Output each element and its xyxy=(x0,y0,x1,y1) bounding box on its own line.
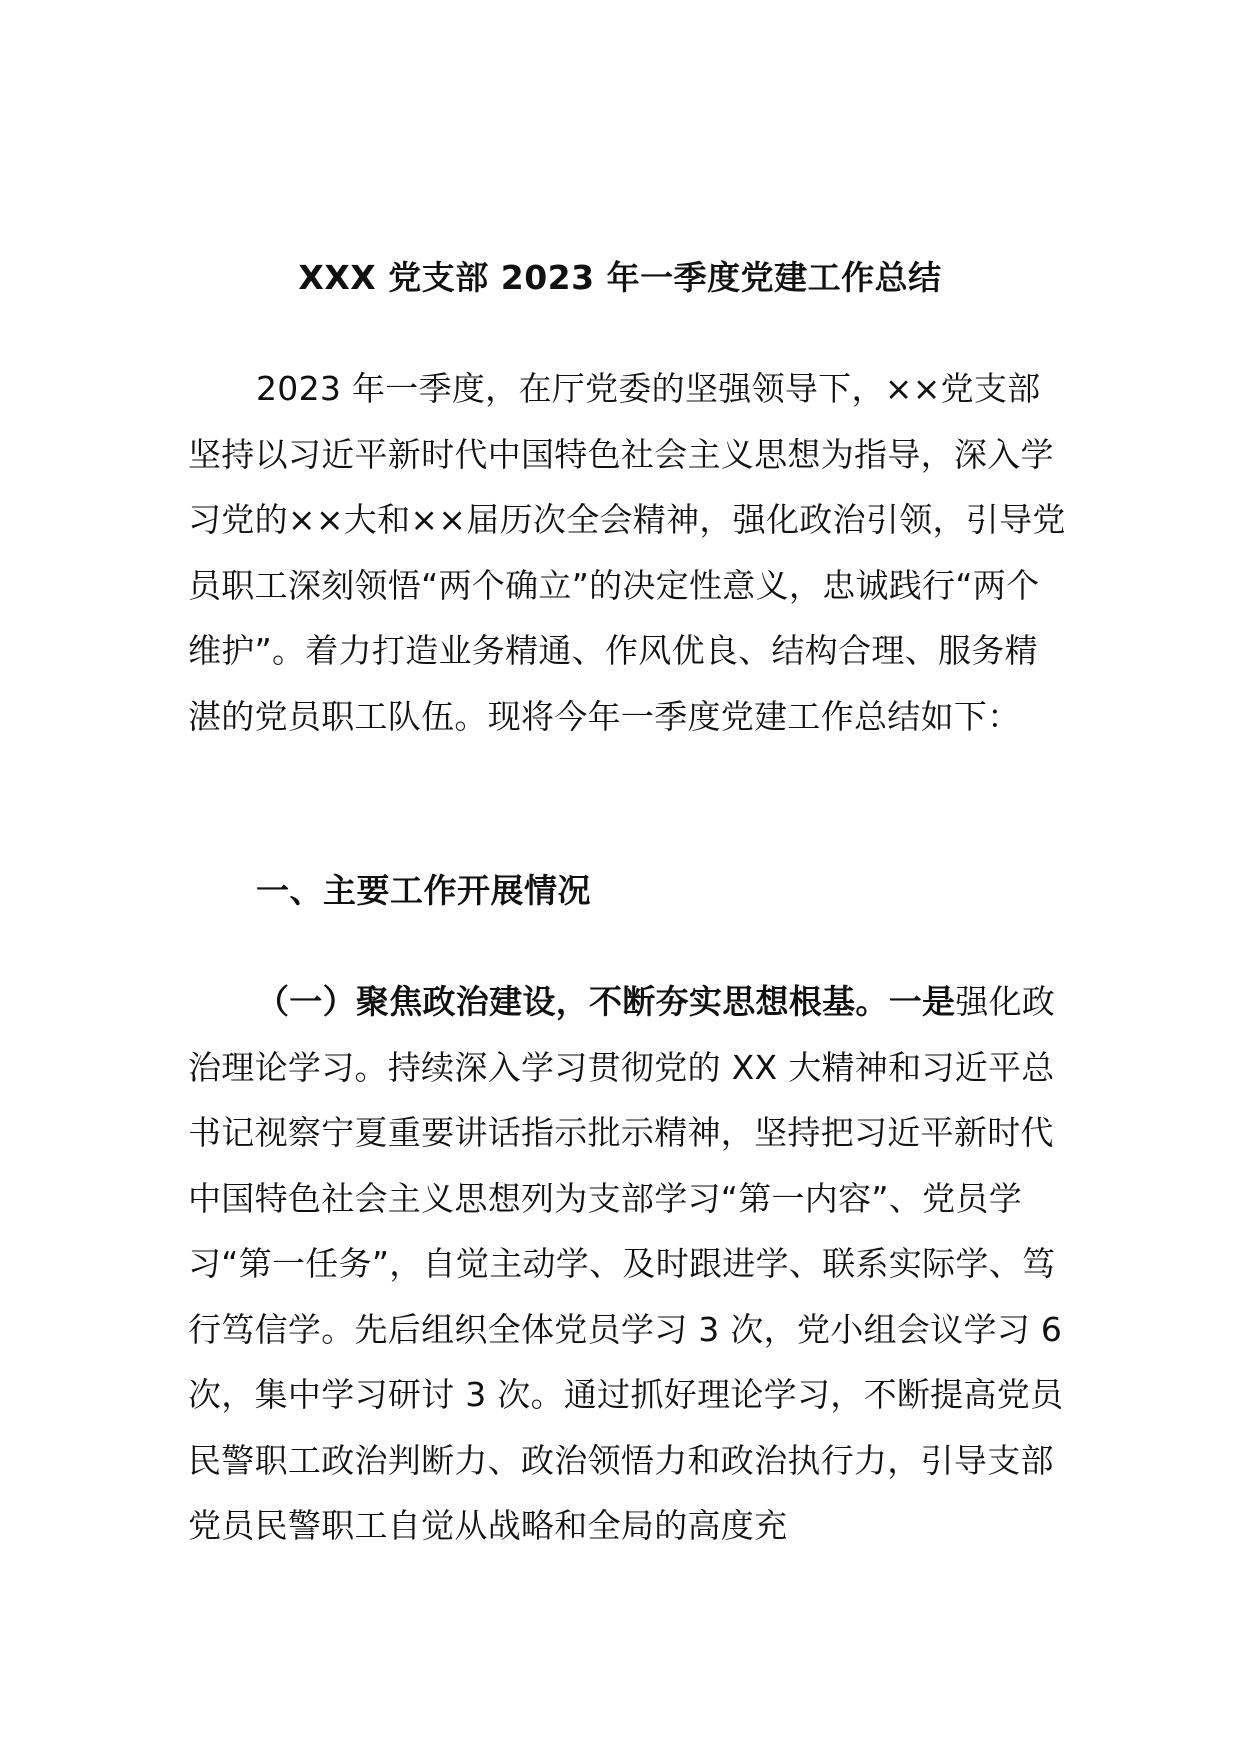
document-title: XXX 党支部 2023 年一季度党建工作总结 xyxy=(298,258,942,297)
subsection-body: 强化政治理论学习。持续深入学习贯彻党的 XX 大精神和习近平总书记视察宁夏重要讲话指示批示精神，坚持把习近平新时代中国特色社会主义思想列为支部学习“第一内容”、党员学习“第一任务”，自觉主动学、及时跟进学、联系实际学、笃行笃信学。先后组织全体党员学习 3 次，党小组会议学习 6 次，集中学习研讨 3 次。通过抓好理论学习，不断提高党员民警职工政治判断力、政治领悟力和政治执行力，引导支部党员民警职工自觉从战略和全局的高度充 xyxy=(188,982,1064,1545)
section-heading: 一、主要工作开展情况 xyxy=(256,871,591,910)
intro-paragraph: 2023 年一季度，在厅党委的坚强领导下，××党支部坚持以习近平新时代中国特色社会主义思想为指导，深入学习党的××大和××届历次全会精神，强化政治引领，引导党员职工深刻领悟“两个确立”的决定性意义，忠诚践行“两个维护”。着力打造业务精通、作风优良、结构合理、服务精湛的党员职工队伍。现将今年一季度党建工作总结如下： xyxy=(188,369,1066,736)
subsection-paragraph xyxy=(188,969,1068,1559)
subsection-lead: （一）聚焦政治建设，不断夯实思想根基。一是 xyxy=(256,982,956,1021)
